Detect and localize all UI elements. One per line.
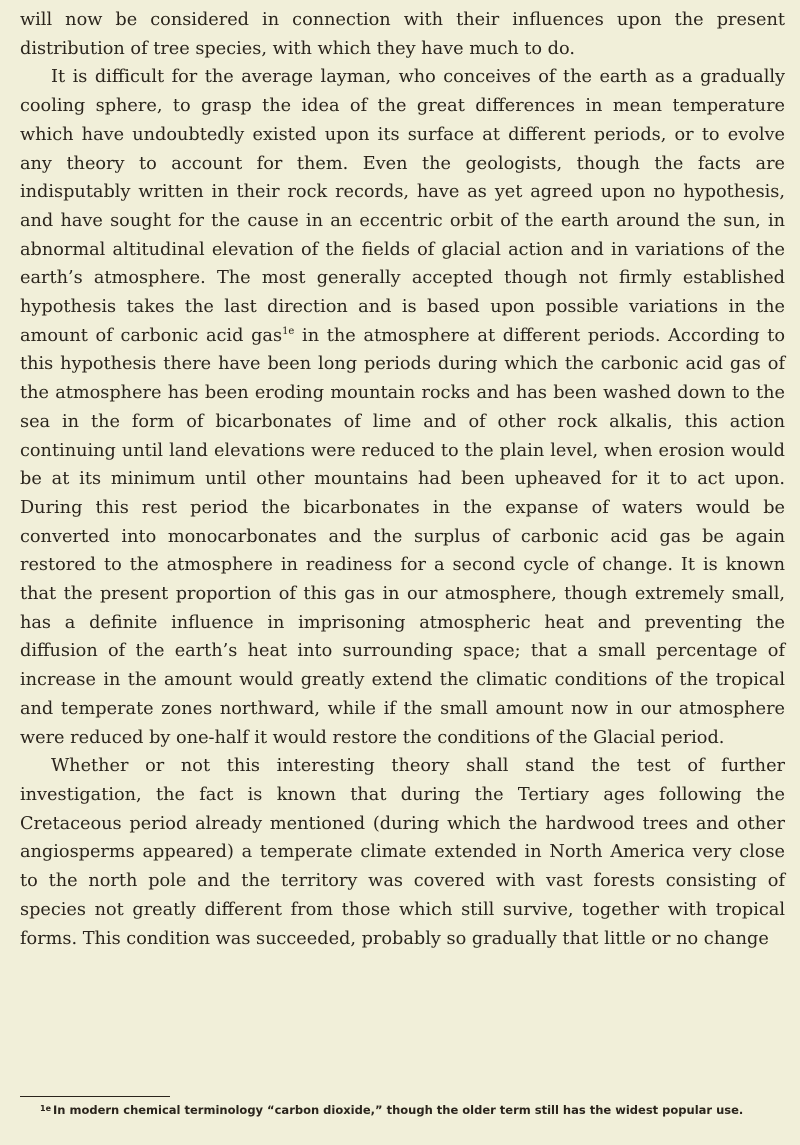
footnote [20, 1101, 785, 1118]
paragraph-2-text-a: It is difficult for the average layman, who conceives of the earth as a gradually cooling sphere, to grasp the idea of the great differences in mean temperature which have undoubtedly existed upon its surface at different periods, or to evolve any theory to account for them. Even the geologists, though the facts are indisputably written in their rock records, have as yet agreed upon no hypothesis, and have sought for the cause in an eccentric orbit of the earth around the sun, in abnormal altitudinal elevation of the fields of glacial action and in variations of the earth’s atmosphere. The most generally accepted though not firmly established hypothesis takes the last direction and is based upon possible variations in the amount of carbonic acid gas [20, 67, 785, 346]
paragraph-2-text-b: in the atmosphere at different periods. According to this hypothesis there have been long periods during which the carbonic acid gas of the atmosphere has been eroding mountain rocks and has been washed down to the sea in the form of bicarbonates of lime and of other rock alkalis, this action continuing until land elevations were reduced to the plain level, when erosion would be at its minimum until other mountains had been upheaved for it to act upon. During this rest period the bicarbonates in the expanse of waters would be converted into monocarbonates and the surplus of carbonic acid gas be again restored to the atmosphere in readiness for a second cycle of change. It is known that the present proportion of this gas in our atmosphere, though extremely small, has a definite influence in imprisoning atmospheric heat and preventing the diffusion of the earth’s heat into surrounding space; that a small percentage of increase in the amount would greatly extend the climatic conditions of the tropical and temperate zones northward, while if the small amount now in our atmosphere were reduced by one-half it would restore the conditions of the Glacial period. [20, 325, 785, 748]
page-body [20, 6, 785, 953]
paragraph-2 [20, 63, 785, 752]
footnote-reference[interactable]: 1e [282, 325, 295, 337]
paragraph-1: will now be considered in connection with their influences upon the present distribution of tree species, with which they have much to do. [20, 10, 785, 59]
footnote-text: In modern chemical terminology “carbon dioxide,” though the older term still has the widest popular use. [53, 1103, 744, 1117]
footnote-divider [20, 1096, 170, 1097]
footnote-marker: 1e [40, 1104, 51, 1113]
paragraph-3: Whether or not this interesting theory shall stand the test of further investigation, the fact is known that during the Tertiary ages following the Cretaceous period already mentioned (during which the hardwood trees and other angiosperms appeared) a temperate climate extended in North America very close to the north pole and the territory was covered with vast forests consisting of species not greatly different from those which still survive, together with tropical forms. This condition was succeeded, probably so gradually that little or no change [20, 756, 785, 949]
